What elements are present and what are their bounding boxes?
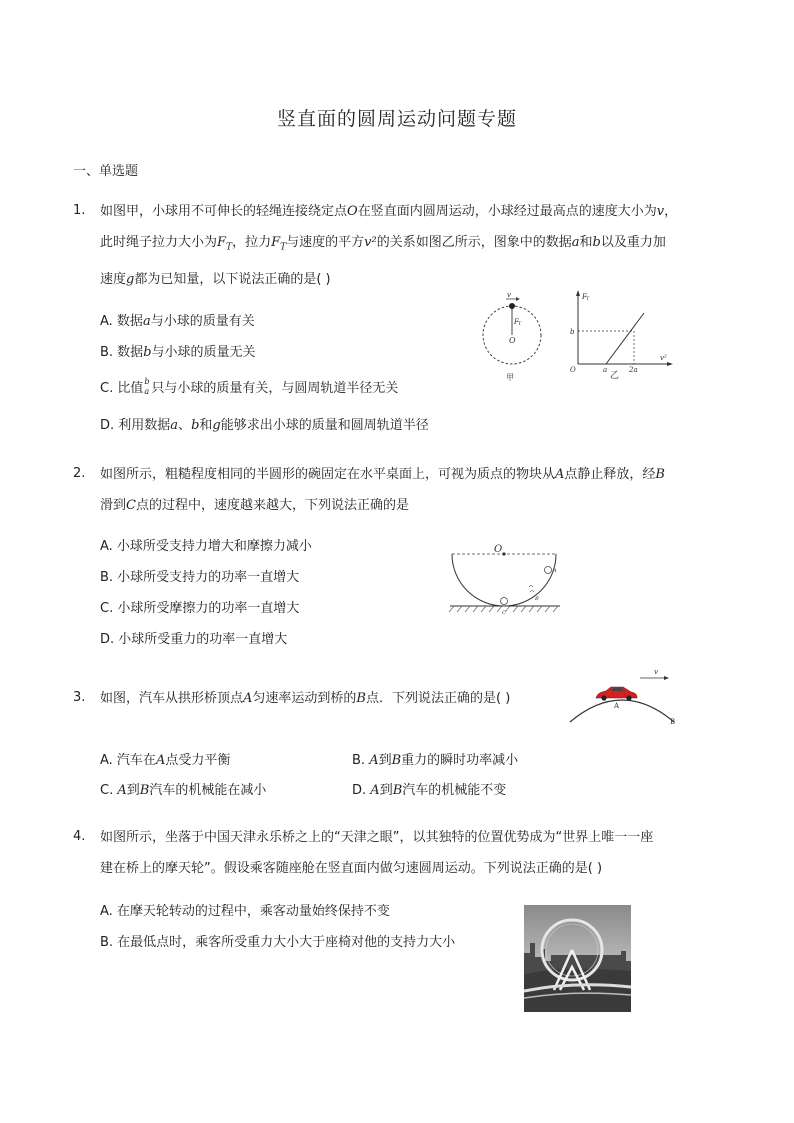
label-a: a (603, 366, 608, 374)
question-4-stem: 如图所示，坐落于中国天津永乐桥之上的“天津之眼”，以其独特的位置优势成为“世界上唯一一座 建在桥上的摩天轮”。假设乘客随座舱在竖直面内做匀速圆周运动。下列说法正确的是( ) (100, 830, 654, 876)
question-1-stem: 如图甲，小球用不可伸长的轻绳连接绕定点O在竖直面内圆周运动，小球经过最高点的速度大小为v， 此时绳子拉力大小为$F_T$，拉力$F_T$与速度的平方v²的关系如图乙所示，图象中的数据a和b以及重力加 速度g都为已知量，以下说法正确的是( ) (100, 204, 678, 287)
question-3-number: 3. (73, 690, 86, 705)
question-1-number: 1. (73, 203, 86, 218)
graph-line (606, 313, 644, 364)
figure-bridge (566, 664, 686, 726)
question-3-option-d: D. A到B汽车的机械能不变 (352, 783, 507, 798)
question-1-option-d: D. 利用数据a、b和g能够求出小球的质量和圆周轨道半径 (100, 418, 429, 433)
tianjin-eye-photo (524, 905, 631, 1012)
question-2-stem: 如图所示，粗糙程度相同的半圆形的碗固定在水平桌面上，可视为质点的物块从A点静止释放，经B 滑到C点的过程中，速度越来越大，下列说法正确的是 (100, 467, 665, 513)
label-o: O (509, 336, 516, 345)
motion-marks (529, 586, 534, 593)
figure-jia (476, 290, 550, 386)
label-v: v (654, 668, 658, 676)
label-b: B (670, 718, 676, 726)
question-2-option-d: D. 小球所受重力的功率一直增大 (100, 632, 288, 647)
question-1-option-b: B. 数据b与小球的质量无关 (100, 345, 256, 360)
center-point (502, 552, 505, 555)
label-a: A (614, 702, 620, 710)
label-t-sub: T (586, 296, 590, 302)
question-1-option-a: A. 数据a与小球的质量有关 (100, 314, 255, 329)
label-o: O (570, 366, 576, 374)
car-icon (596, 687, 637, 701)
question-3-option-a: A. 汽车在A点受力平衡 (100, 753, 231, 768)
question-2-option-a: A. 小球所受支持力增大和摩擦力减小 (100, 539, 312, 554)
label-b: B (535, 596, 539, 602)
label-a: A (553, 568, 557, 574)
question-4-option-a: A. 在摩天轮转动的过程中，乘客动量始终保持不变 (100, 904, 390, 919)
page-title: 竖直面的圆周运动问题专题 (276, 108, 517, 130)
question-2-number: 2. (73, 466, 86, 481)
label-ft: F (514, 318, 519, 326)
block-c (501, 598, 508, 605)
question-2-option-c: C. 小球所受摩擦力的功率一直增大 (100, 601, 300, 616)
label-t-sub: T (518, 321, 522, 327)
fraction-b-over-a: b a (144, 377, 150, 396)
label-c: C (502, 610, 506, 616)
question-4-option-b: B. 在最低点时，乘客所受重力大小大于座椅对他的支持力大小 (100, 935, 456, 950)
question-3-option-b: B. A到B重力的瞬时功率减小 (352, 753, 519, 768)
label-jia: 甲 (506, 373, 514, 382)
question-2-option-b: B. 小球所受支持力的功率一直增大 (100, 570, 300, 585)
label-yi: 乙 (610, 371, 620, 380)
bridge-arc (570, 700, 674, 722)
question-1-option-c: C. 比值 b a 只与小球的质量有关，与圆周轨道半径无关 (100, 377, 399, 396)
label-v2: v² (660, 354, 667, 362)
block-a (545, 567, 552, 574)
figure-bowl (446, 540, 564, 620)
label-b: b (570, 328, 575, 336)
section-header: 一、单选题 (73, 164, 139, 179)
label-ft: F (582, 293, 587, 301)
ball (509, 303, 515, 309)
label-v: v (507, 291, 511, 299)
label-2a: 2a (629, 366, 638, 374)
figure-yi (566, 288, 678, 380)
question-3-stem: 如图，汽车从拱形桥顶点A匀速率运动到桥的B点．下列说法正确的是( ) (100, 691, 511, 706)
question-3-option-c: C. A到B汽车的机械能在减小 (100, 783, 267, 798)
label-o: O (494, 544, 503, 555)
question-4-number: 4. (73, 829, 86, 844)
